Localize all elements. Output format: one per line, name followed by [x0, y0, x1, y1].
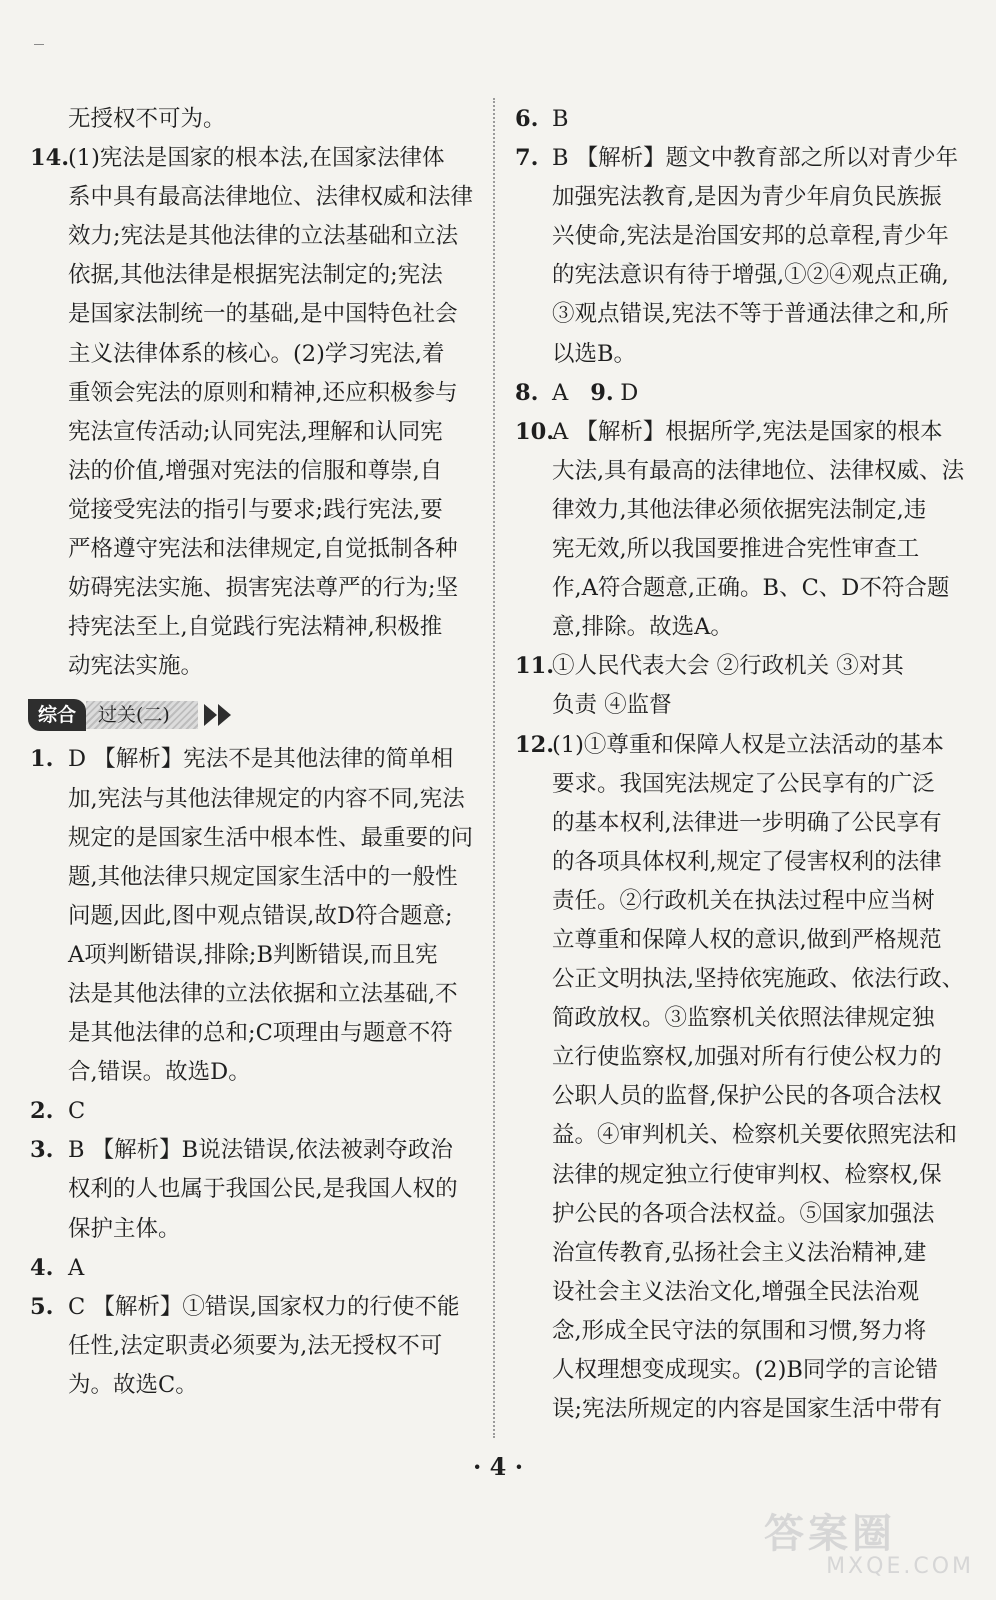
answer-text: 题,其他法律只规定国家生活中的一般性: [68, 863, 458, 890]
answer-text: 律效力,其他法律必须依据宪法制定,违: [552, 496, 927, 523]
answer-text: 益。④审判机关、检察机关要依照宪法和: [552, 1122, 958, 1149]
answer-text: 人权理想变成现实。(2)B同学的言论错: [552, 1357, 938, 1383]
page-number: · 4 ·: [472, 1452, 524, 1481]
answer-number: 5.: [30, 1293, 54, 1320]
answer-number: 7.: [515, 145, 539, 172]
answer-text: D: [620, 379, 639, 406]
answer-text: 念,形成全民守法的氛围和习惯,努力将: [552, 1317, 927, 1344]
answer-6: [515, 100, 965, 139]
double-arrow-icon: [204, 704, 232, 726]
answer-text: 是其他法律的总和;C项理由与题意不符: [68, 1020, 453, 1047]
answer-number: 10.: [515, 418, 555, 445]
section-badge: 综合: [28, 699, 86, 731]
answer-number: 2.: [30, 1098, 54, 1125]
answer-text: 妨碍宪法实施、损害宪法尊严的行为;坚: [68, 575, 459, 602]
answer-8-9: [515, 374, 965, 413]
answer-text: 持宪法至上,自觉践行宪法精神,积极推: [68, 614, 443, 641]
answer-text: 加,宪法与其他法律规定的内容不同,宪法: [68, 785, 465, 812]
answer-text: 作,A符合题意,正确。B、C、D不符合题: [552, 575, 950, 602]
answer-text: 兴使命,宪法是治国安邦的总章程,青少年: [552, 223, 949, 250]
answer-text: A 【解析】根据所学,宪法是国家的根本: [552, 418, 943, 445]
watermark-text: 答案圈: [764, 1511, 896, 1557]
answer-text: 规定的是国家生活中根本性、最重要的问: [68, 824, 474, 851]
answer-text: 法律的规定独立行使审判权、检察权,保: [552, 1161, 942, 1188]
answer-text: 重领会宪法的原则和精神,还应积极参与: [68, 379, 458, 406]
answer-text: 公职人员的监督,保护公民的各项合法权: [552, 1083, 942, 1110]
answer-12: [515, 726, 965, 1430]
answer-text: B: [552, 106, 569, 132]
answer-text: 负责 ④监督: [552, 692, 672, 719]
answer-text: 加强宪法教育,是因为青少年肩负民族振: [552, 184, 942, 211]
answer-text: 要求。我国宪法规定了公民享有的广泛: [552, 770, 935, 797]
answer-text: A: [552, 379, 569, 406]
answer-text: 设社会主义法治文化,增强全民法治观: [552, 1278, 920, 1305]
answer-3: [30, 1131, 475, 1248]
right-column: [515, 100, 965, 1429]
section-subtitle: 过关(二): [86, 701, 198, 729]
answer-text: 权利的人也属于我国公民,是我国人权的: [68, 1176, 458, 1203]
answer-text: 问题,因此,图中观点错误,故D符合题意;: [68, 902, 453, 929]
left-column: [30, 100, 475, 1405]
corner-mark: [34, 44, 44, 45]
answer-text: 宪法宣传活动;认同宪法,理解和认同宪: [68, 418, 443, 445]
answer-text: ③观点错误,宪法不等于普通法律之和,所: [552, 301, 949, 328]
answer-number: 4.: [30, 1254, 54, 1281]
answer-number: 9.: [590, 379, 614, 406]
answer-text: 公正文明执法,坚持依宪施政、依法行政、: [552, 966, 965, 993]
answer-text: 误;宪法所规定的内容是国家生活中带有: [552, 1396, 943, 1423]
answer-text: 的基本权利,法律进一步明确了公民享有: [552, 809, 942, 836]
answer-number: 12.: [515, 731, 555, 758]
answer-text: 责任。②行政机关在执法过程中应当树: [552, 887, 935, 914]
answer-text: 严格遵守宪法和法律规定,自觉抵制各种: [68, 536, 458, 563]
answer-text: 的宪法意识有待于增强,①②④观点正确,: [552, 262, 949, 289]
answer-text: 立尊重和保障人权的意识,做到严格规范: [552, 926, 942, 953]
answer-number: 6.: [515, 106, 539, 132]
answer-text: 的各项具体权利,规定了侵害权利的法律: [552, 848, 942, 875]
answer-2: [30, 1092, 475, 1131]
answer-text: C 【解析】①错误,国家权力的行使不能: [68, 1293, 460, 1320]
answer-text: 以选B。: [552, 340, 637, 367]
answer-text: 保护主体。: [68, 1215, 181, 1242]
answer-text: A项判断错误,排除;B判断错误,而且宪: [68, 941, 438, 968]
answer-text: 治宣传教育,弘扬社会主义法治精神,建: [552, 1239, 927, 1266]
answer-text: 主义法律体系的核心。(2)学习宪法,着: [68, 340, 445, 367]
watermark-url: MXQE.COM: [826, 1554, 974, 1579]
answer-text: A: [68, 1254, 85, 1281]
answer-text: 意,排除。故选A。: [552, 614, 733, 641]
answer-text: 依据,其他法律是根据宪法制定的;宪法: [68, 262, 443, 289]
answer-4: [30, 1249, 475, 1288]
answer-text: C: [68, 1098, 86, 1125]
watermark-logo: [764, 1512, 974, 1582]
answer-5: [30, 1288, 475, 1405]
answer-11: [515, 647, 965, 725]
answer-1: [30, 740, 475, 1092]
answer-text: 法的价值,增强对宪法的信服和尊崇,自: [68, 457, 443, 484]
answer-number: 14.: [30, 145, 70, 172]
answer-number: 3.: [30, 1137, 54, 1164]
answer-number: 11.: [515, 653, 555, 680]
answer-text: 效力;宪法是其他法律的立法基础和立法: [68, 223, 459, 250]
answer-text: 立行使监察权,加强对所有行使公权力的: [552, 1044, 942, 1071]
answer-10: [515, 413, 965, 648]
answer-text: ①人民代表大会 ②行政机关 ③对其: [552, 653, 904, 680]
answer-text: 任性,法定职责必须要为,法无授权不可: [68, 1332, 443, 1359]
answer-text: 系中具有最高法律地位、法律权威和法律: [68, 184, 474, 211]
answer-text: B 【解析】题文中教育部之所以对青少年: [552, 145, 959, 172]
answer-text: 觉接受宪法的指引与要求;践行宪法,要: [68, 496, 443, 523]
answer-text: 大法,具有最高的法律地位、法律权威、法: [552, 457, 965, 484]
answer-text: (1)宪法是国家的根本法,在国家法律体: [68, 145, 445, 172]
answer-7: [515, 139, 965, 374]
answer-text: 法是其他法律的立法依据和立法基础,不: [68, 980, 458, 1007]
answer-text: 护公民的各项合法权益。⑤国家加强法: [552, 1200, 935, 1227]
answer-number: 8.: [515, 379, 539, 406]
answer-14: [30, 139, 475, 686]
answer-text: 简政放权。③监察机关依照法律规定独: [552, 1005, 935, 1032]
section-header: [28, 698, 475, 732]
answer-text: 合,错误。故选D。: [68, 1059, 251, 1086]
answer-text: 为。故选C。: [68, 1371, 198, 1398]
continued-line: 无授权不可为。: [68, 106, 226, 132]
answer-text: 宪无效,所以我国要推进合宪性审查工: [552, 536, 920, 563]
answer-text: (1)①尊重和保障人权是立法活动的基本: [552, 731, 944, 758]
column-divider: [493, 98, 495, 1438]
answer-text: 是国家法制统一的基础,是中国特色社会: [68, 301, 458, 328]
answer-text: D 【解析】宪法不是其他法律的简单相: [68, 746, 454, 773]
answer-number: 1.: [30, 746, 54, 773]
answer-text: B 【解析】B说法错误,依法被剥夺政治: [68, 1137, 453, 1164]
answer-text: 动宪法实施。: [68, 653, 204, 680]
